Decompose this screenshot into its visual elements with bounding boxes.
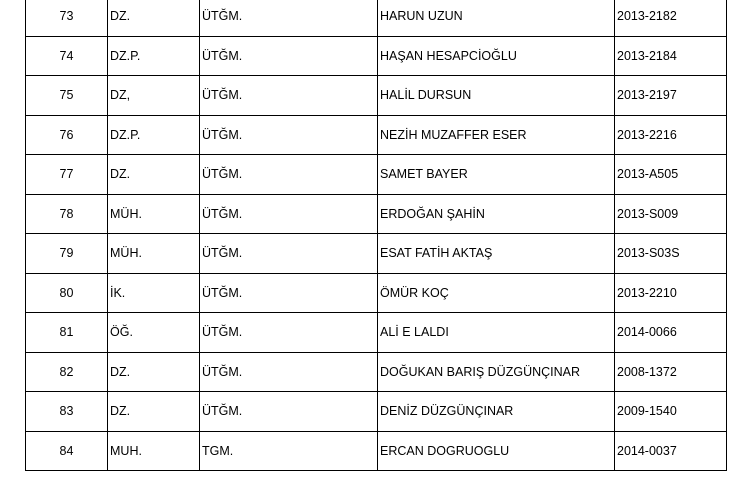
registry-number-cell: 2013-2210 bbox=[615, 273, 727, 313]
table-row bbox=[26, 155, 727, 195]
row-number-cell: 82 bbox=[26, 352, 108, 392]
branch-cell: DZ.P. bbox=[108, 115, 200, 155]
table-row bbox=[26, 431, 727, 471]
branch-cell: DZ.P. bbox=[108, 36, 200, 76]
name-cell: HARUN UZUN bbox=[378, 0, 615, 36]
registry-number-cell: 2014-0066 bbox=[615, 313, 727, 353]
registry-number-cell: 2013-2182 bbox=[615, 0, 727, 36]
rank-cell: ÜTĞM. bbox=[200, 194, 378, 234]
branch-cell: MÜH. bbox=[108, 194, 200, 234]
row-number-cell: 74 bbox=[26, 36, 108, 76]
rank-cell: ÜTĞM. bbox=[200, 115, 378, 155]
branch-cell: DZ. bbox=[108, 352, 200, 392]
row-number-cell: 81 bbox=[26, 313, 108, 353]
registry-number-cell: 2014-0037 bbox=[615, 431, 727, 471]
registry-number-cell: 2013-2197 bbox=[615, 76, 727, 116]
rank-cell: TGM. bbox=[200, 431, 378, 471]
row-number-cell: 76 bbox=[26, 115, 108, 155]
row-number-cell: 73 bbox=[26, 0, 108, 36]
rank-cell: ÜTĞM. bbox=[200, 234, 378, 274]
name-cell: SAMET BAYER bbox=[378, 155, 615, 195]
branch-cell: DZ. bbox=[108, 0, 200, 36]
name-cell: DENİZ DÜZGÜNÇINAR bbox=[378, 392, 615, 432]
registry-number-cell: 2009-1540 bbox=[615, 392, 727, 432]
table-row bbox=[26, 392, 727, 432]
rank-cell: ÜTĞM. bbox=[200, 273, 378, 313]
registry-number-cell: 2013-S009 bbox=[615, 194, 727, 234]
name-cell: HALİL DURSUN bbox=[378, 76, 615, 116]
name-cell: ERCAN DOGRUOGLU bbox=[378, 431, 615, 471]
registry-number-cell: 2013-S03S bbox=[615, 234, 727, 274]
table-row bbox=[26, 115, 727, 155]
table-row bbox=[26, 352, 727, 392]
name-cell: ÖMÜR KOÇ bbox=[378, 273, 615, 313]
name-cell: HAŞAN HESAPCİOĞLU bbox=[378, 36, 615, 76]
rank-cell: ÜTĞM. bbox=[200, 313, 378, 353]
row-number-cell: 77 bbox=[26, 155, 108, 195]
registry-number-cell: 2013-2216 bbox=[615, 115, 727, 155]
branch-cell: DZ. bbox=[108, 392, 200, 432]
name-cell: ALİ E LALDI bbox=[378, 313, 615, 353]
row-number-cell: 83 bbox=[26, 392, 108, 432]
table-row bbox=[26, 36, 727, 76]
branch-cell: MÜH. bbox=[108, 234, 200, 274]
registry-number-cell: 2008-1372 bbox=[615, 352, 727, 392]
branch-cell: İK. bbox=[108, 273, 200, 313]
rank-cell: ÜTĞM. bbox=[200, 76, 378, 116]
rank-cell: ÜTĞM. bbox=[200, 36, 378, 76]
branch-cell: MUH. bbox=[108, 431, 200, 471]
rank-cell: ÜTĞM. bbox=[200, 0, 378, 36]
branch-cell: DZ. bbox=[108, 155, 200, 195]
rank-cell: ÜTĞM. bbox=[200, 392, 378, 432]
row-number-cell: 84 bbox=[26, 431, 108, 471]
rank-cell: ÜTĞM. bbox=[200, 352, 378, 392]
table-row bbox=[26, 0, 727, 36]
branch-cell: DZ, bbox=[108, 76, 200, 116]
branch-cell: ÖĞ. bbox=[108, 313, 200, 353]
registry-number-cell: 2013-A505 bbox=[615, 155, 727, 195]
row-number-cell: 75 bbox=[26, 76, 108, 116]
row-number-cell: 79 bbox=[26, 234, 108, 274]
personnel-table bbox=[25, 0, 727, 471]
registry-number-cell: 2013-2184 bbox=[615, 36, 727, 76]
name-cell: DOĞUKAN BARIŞ DÜZGÜNÇINAR bbox=[378, 352, 615, 392]
table-row bbox=[26, 76, 727, 116]
table-row bbox=[26, 234, 727, 274]
name-cell: ESAT FATİH AKTAŞ bbox=[378, 234, 615, 274]
name-cell: NEZİH MUZAFFER ESER bbox=[378, 115, 615, 155]
rank-cell: ÜTĞM. bbox=[200, 155, 378, 195]
table-row bbox=[26, 313, 727, 353]
personnel-table-body bbox=[26, 0, 727, 471]
row-number-cell: 78 bbox=[26, 194, 108, 234]
table-row bbox=[26, 273, 727, 313]
row-number-cell: 80 bbox=[26, 273, 108, 313]
table-row bbox=[26, 194, 727, 234]
name-cell: ERDOĞAN ŞAHİN bbox=[378, 194, 615, 234]
